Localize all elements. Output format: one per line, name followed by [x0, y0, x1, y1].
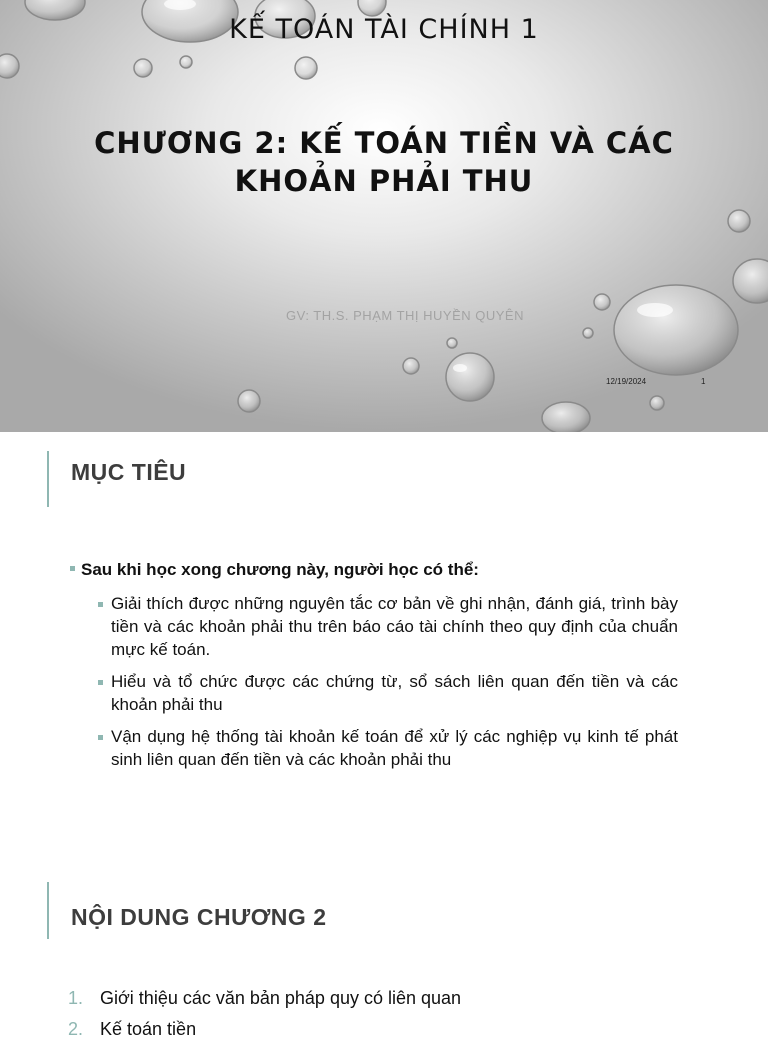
slide-number: 1: [701, 377, 706, 386]
chapter-title: CHƯƠNG 2: KẾ TOÁN TIỀN VÀ CÁC KHOẢN PHẢI THU: [94, 126, 674, 198]
heading-accent-bar: [47, 451, 49, 507]
objective-text: Hiểu và tổ chức được các chứng từ, sổ sách liên quan đến tiền và các khoản phải thu: [111, 672, 678, 714]
title-slide: [0, 0, 768, 432]
heading-accent-bar: [47, 882, 49, 939]
contents-heading: NỘI DUNG CHƯƠNG 2: [71, 904, 327, 930]
bullet-square-icon: [98, 735, 103, 740]
bullet-square-icon: [70, 566, 75, 571]
bullet-square-icon: [98, 602, 103, 607]
water-drops-decoration: [0, 0, 768, 432]
list-item: [68, 1017, 461, 1041]
objective-text: Vận dụng hệ thống tài khoản kế toán để xử lý các nghiệp vụ kinh tế phát sinh liên quan đến tiền và các khoản phải thu: [111, 727, 678, 769]
objectives-list: [98, 592, 678, 780]
bullet-square-icon: [98, 680, 103, 685]
slide-date: 12/19/2024: [606, 377, 647, 386]
lead-text: Sau khi học xong chương này, người học có thể:: [81, 560, 479, 579]
objectives-heading: MỤC TIÊU: [71, 459, 187, 485]
item-text: Giới thiệu các văn bản pháp quy có liên quan: [100, 988, 462, 1008]
list-item: [98, 725, 678, 771]
objectives-lead: [70, 560, 479, 580]
course-title: KẾ TOÁN TÀI CHÍNH 1: [229, 14, 539, 45]
contents-list: [68, 986, 461, 1048]
item-number: 1.: [68, 988, 84, 1008]
item-text: Kế toán tiền: [100, 1019, 197, 1039]
item-number: 2.: [68, 1019, 84, 1039]
list-item: [98, 592, 678, 661]
lecturer-name: GV: TH.S. PHẠM THỊ HUYỀN QUYÊN: [286, 308, 524, 323]
list-item: [98, 670, 678, 716]
objective-text: Giải thích được những nguyên tắc cơ bản về ghi nhận, đánh giá, trình bày tiền và các khoản phải thu trên báo cáo tài chính theo quy định của chuẩn mực kế toán.: [111, 594, 678, 659]
list-item: [68, 986, 461, 1010]
